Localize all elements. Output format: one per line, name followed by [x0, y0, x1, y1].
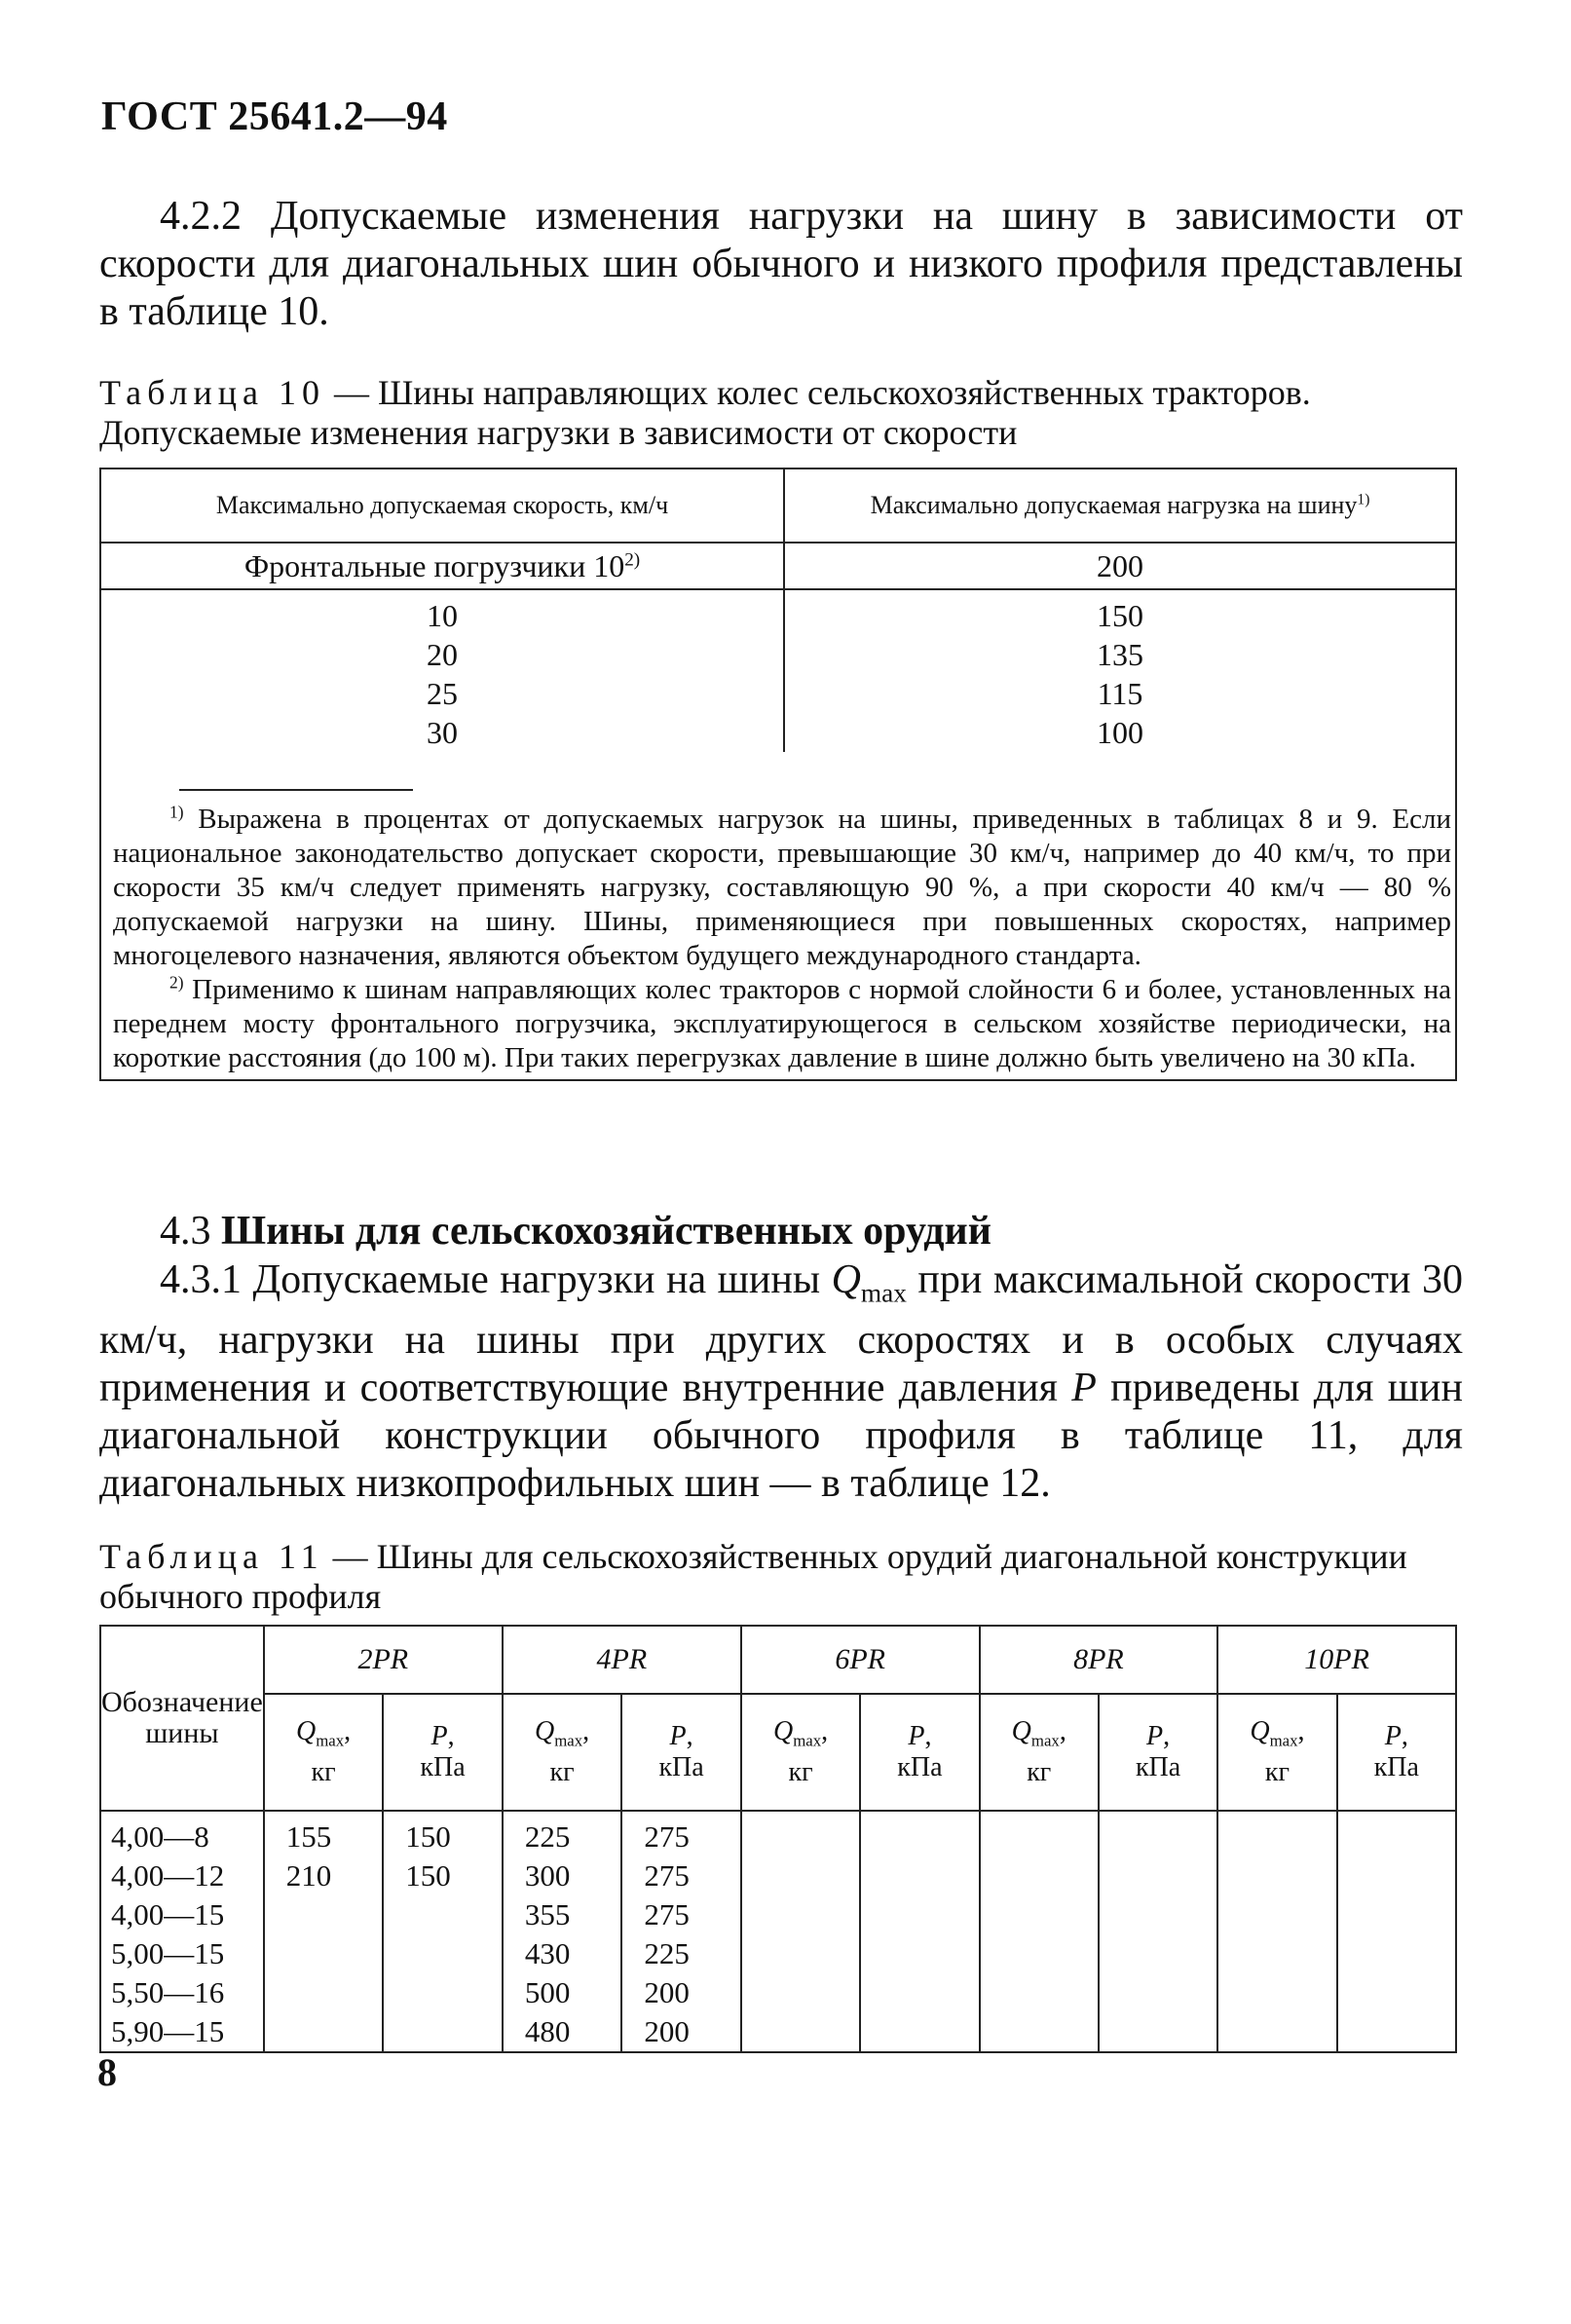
group-header-10pr: 10PR	[1217, 1626, 1456, 1694]
q-6pr-column	[741, 1811, 860, 2052]
p-8pr-column	[1099, 1811, 1217, 2052]
q-2pr-column: 155 210	[264, 1811, 384, 2052]
footnote-ref-2: 2)	[624, 548, 641, 570]
table-11	[99, 1625, 1457, 2053]
load-cell: 150	[784, 589, 1456, 635]
front-loaders-value: 200	[784, 543, 1456, 589]
table-10-col-load-header: Максимально допускаемая нагрузка на шину$^{1)}$	[784, 469, 1456, 543]
table-10-header-row	[100, 469, 1456, 543]
section-4-3-heading: 4.3 Шины для сельскохозяйственных орудий	[160, 1209, 991, 1254]
table-10-footnotes	[100, 752, 1456, 1080]
p-4pr-column: 275 275 275 225 200 200	[621, 1811, 741, 2052]
p-header: P, кПа	[1099, 1694, 1217, 1811]
table-row: 5,50—16	[111, 1975, 225, 2009]
table-10-caption-text: — Шины направляющих колес сельскохозяйственных тракторов. Допускаемые изменения нагрузки в зависимости от скорости	[99, 373, 1311, 452]
q-max-header: $Q_{max}$, кг	[1217, 1694, 1336, 1811]
footnote-2: $^{2)}$ Применимо к шинам направляющих колес тракторов с нормой слойности 6 и более, установленных на переднем мосту фронтального погрузчика, эксплуатирующегося в сельском хозяйстве периодически, на короткие расстояния (до 100 м). При таких перегрузках давление в шине должно быть увеличено на 30 кПа.	[113, 972, 1451, 1073]
table-row: 4,00—12	[111, 1858, 225, 1893]
table-11-group-header-row	[100, 1626, 1456, 1694]
table-11-subheader-row	[100, 1694, 1456, 1811]
p-10pr-column	[1337, 1811, 1456, 2052]
q-max-header: $Q_{max}$, кг	[980, 1694, 1099, 1811]
table-row: 4,00—8	[111, 1819, 209, 1854]
table-row: 5,00—15	[111, 1936, 225, 1970]
speed-cell: 30	[100, 713, 784, 752]
page-number: 8	[97, 2050, 117, 2094]
p-6pr-column	[860, 1811, 979, 2052]
table-row	[100, 589, 1456, 635]
load-cell: 100	[784, 713, 1456, 752]
p-header: P, кПа	[860, 1694, 979, 1811]
group-header-6pr: 6PR	[741, 1626, 980, 1694]
speed-cell: 25	[100, 674, 784, 713]
speed-cell: 10	[100, 589, 784, 635]
q-max-header: $Q_{max}$, кг	[741, 1694, 860, 1811]
group-header-4pr: 4PR	[503, 1626, 741, 1694]
table-row	[100, 635, 1456, 674]
q-max-header: $Q_{max}$, кг	[264, 1694, 384, 1811]
paragraph-4-2-2: 4.2.2 Допускаемые изменения нагрузки на шину в зависимости от скорости для диагональных шин обычного и низкого профиля представлены в таблице 10.	[99, 194, 1463, 334]
designation-header: Обозначение шины	[100, 1626, 264, 1811]
table-11-caption-label: Таблица 11	[99, 1537, 324, 1576]
q-max-header: $Q_{max}$, кг	[503, 1694, 622, 1811]
paragraph-4-3-1: 4.3.1 Допускаемые нагрузки на шины $Q_{max}$ при максимальной скорости 30 км/ч, нагрузки на шины при других скоростях и в особых случаях применения и соответствующие внутренние давления P приведены для шин диагональной конструкции обычного профиля в таблице 11, для диагональных низкопрофильных шин — в таблице 12.	[99, 1257, 1463, 1507]
q-10pr-column	[1217, 1811, 1336, 2052]
table-11-caption-text: — Шины для сельскохозяйственных орудий диагональной конструкции обычного профиля	[99, 1537, 1407, 1616]
footnote-separator	[179, 789, 413, 791]
table-row	[100, 674, 1456, 713]
footnote-1: $^{1)}$ Выражена в процентах от допускаемых нагрузок на шины, приведенных в таблицах 8 и 9. Если национальное законодательство допускает скорости, превышающие 30 км/ч, например до 40 км/ч, то при скорости 35 км/ч следует применять нагрузку, составляющую 90 %, а при скорости 40 км/ч — 80 % допускаемой нагрузки на шину. Шины, применяющиеся при повышенных скоростях, например многоцелевого назначения, являются объектом будущего международного стандарта.	[113, 802, 1451, 971]
load-cell: 135	[784, 635, 1456, 674]
table-10	[99, 468, 1457, 1081]
table-11-body	[100, 1811, 1456, 2052]
speed-cell: 20	[100, 635, 784, 674]
designation-column	[100, 1811, 264, 2052]
table-10-col-speed-header: Максимально допускаемая скорость, км/ч	[100, 469, 784, 543]
table-11-caption	[99, 1537, 1463, 1617]
footnote-ref-1: 1)	[1357, 491, 1370, 508]
table-row: 4,00—15	[111, 1897, 225, 1931]
q-8pr-column	[980, 1811, 1099, 2052]
p-header: P, кПа	[383, 1694, 503, 1811]
table-row: 5,90—15	[111, 2014, 225, 2048]
table-10-caption	[99, 373, 1463, 453]
table-10-caption-label: Таблица 10	[99, 373, 325, 412]
p-header: P, кПа	[621, 1694, 741, 1811]
table-row	[100, 713, 1456, 752]
q-4pr-column: 225 300 355 430 500 480	[503, 1811, 622, 2052]
group-header-8pr: 8PR	[980, 1626, 1218, 1694]
front-loaders-label: Фронтальные погрузчики 10$^{2)}$	[100, 543, 784, 589]
group-header-2pr: 2PR	[264, 1626, 503, 1694]
load-cell: 115	[784, 674, 1456, 713]
table-10-front-loaders-row	[100, 543, 1456, 589]
p-2pr-column: 150 150	[383, 1811, 503, 2052]
document-header: ГОСТ 25641.2—94	[101, 94, 448, 139]
p-header: P, кПа	[1337, 1694, 1456, 1811]
